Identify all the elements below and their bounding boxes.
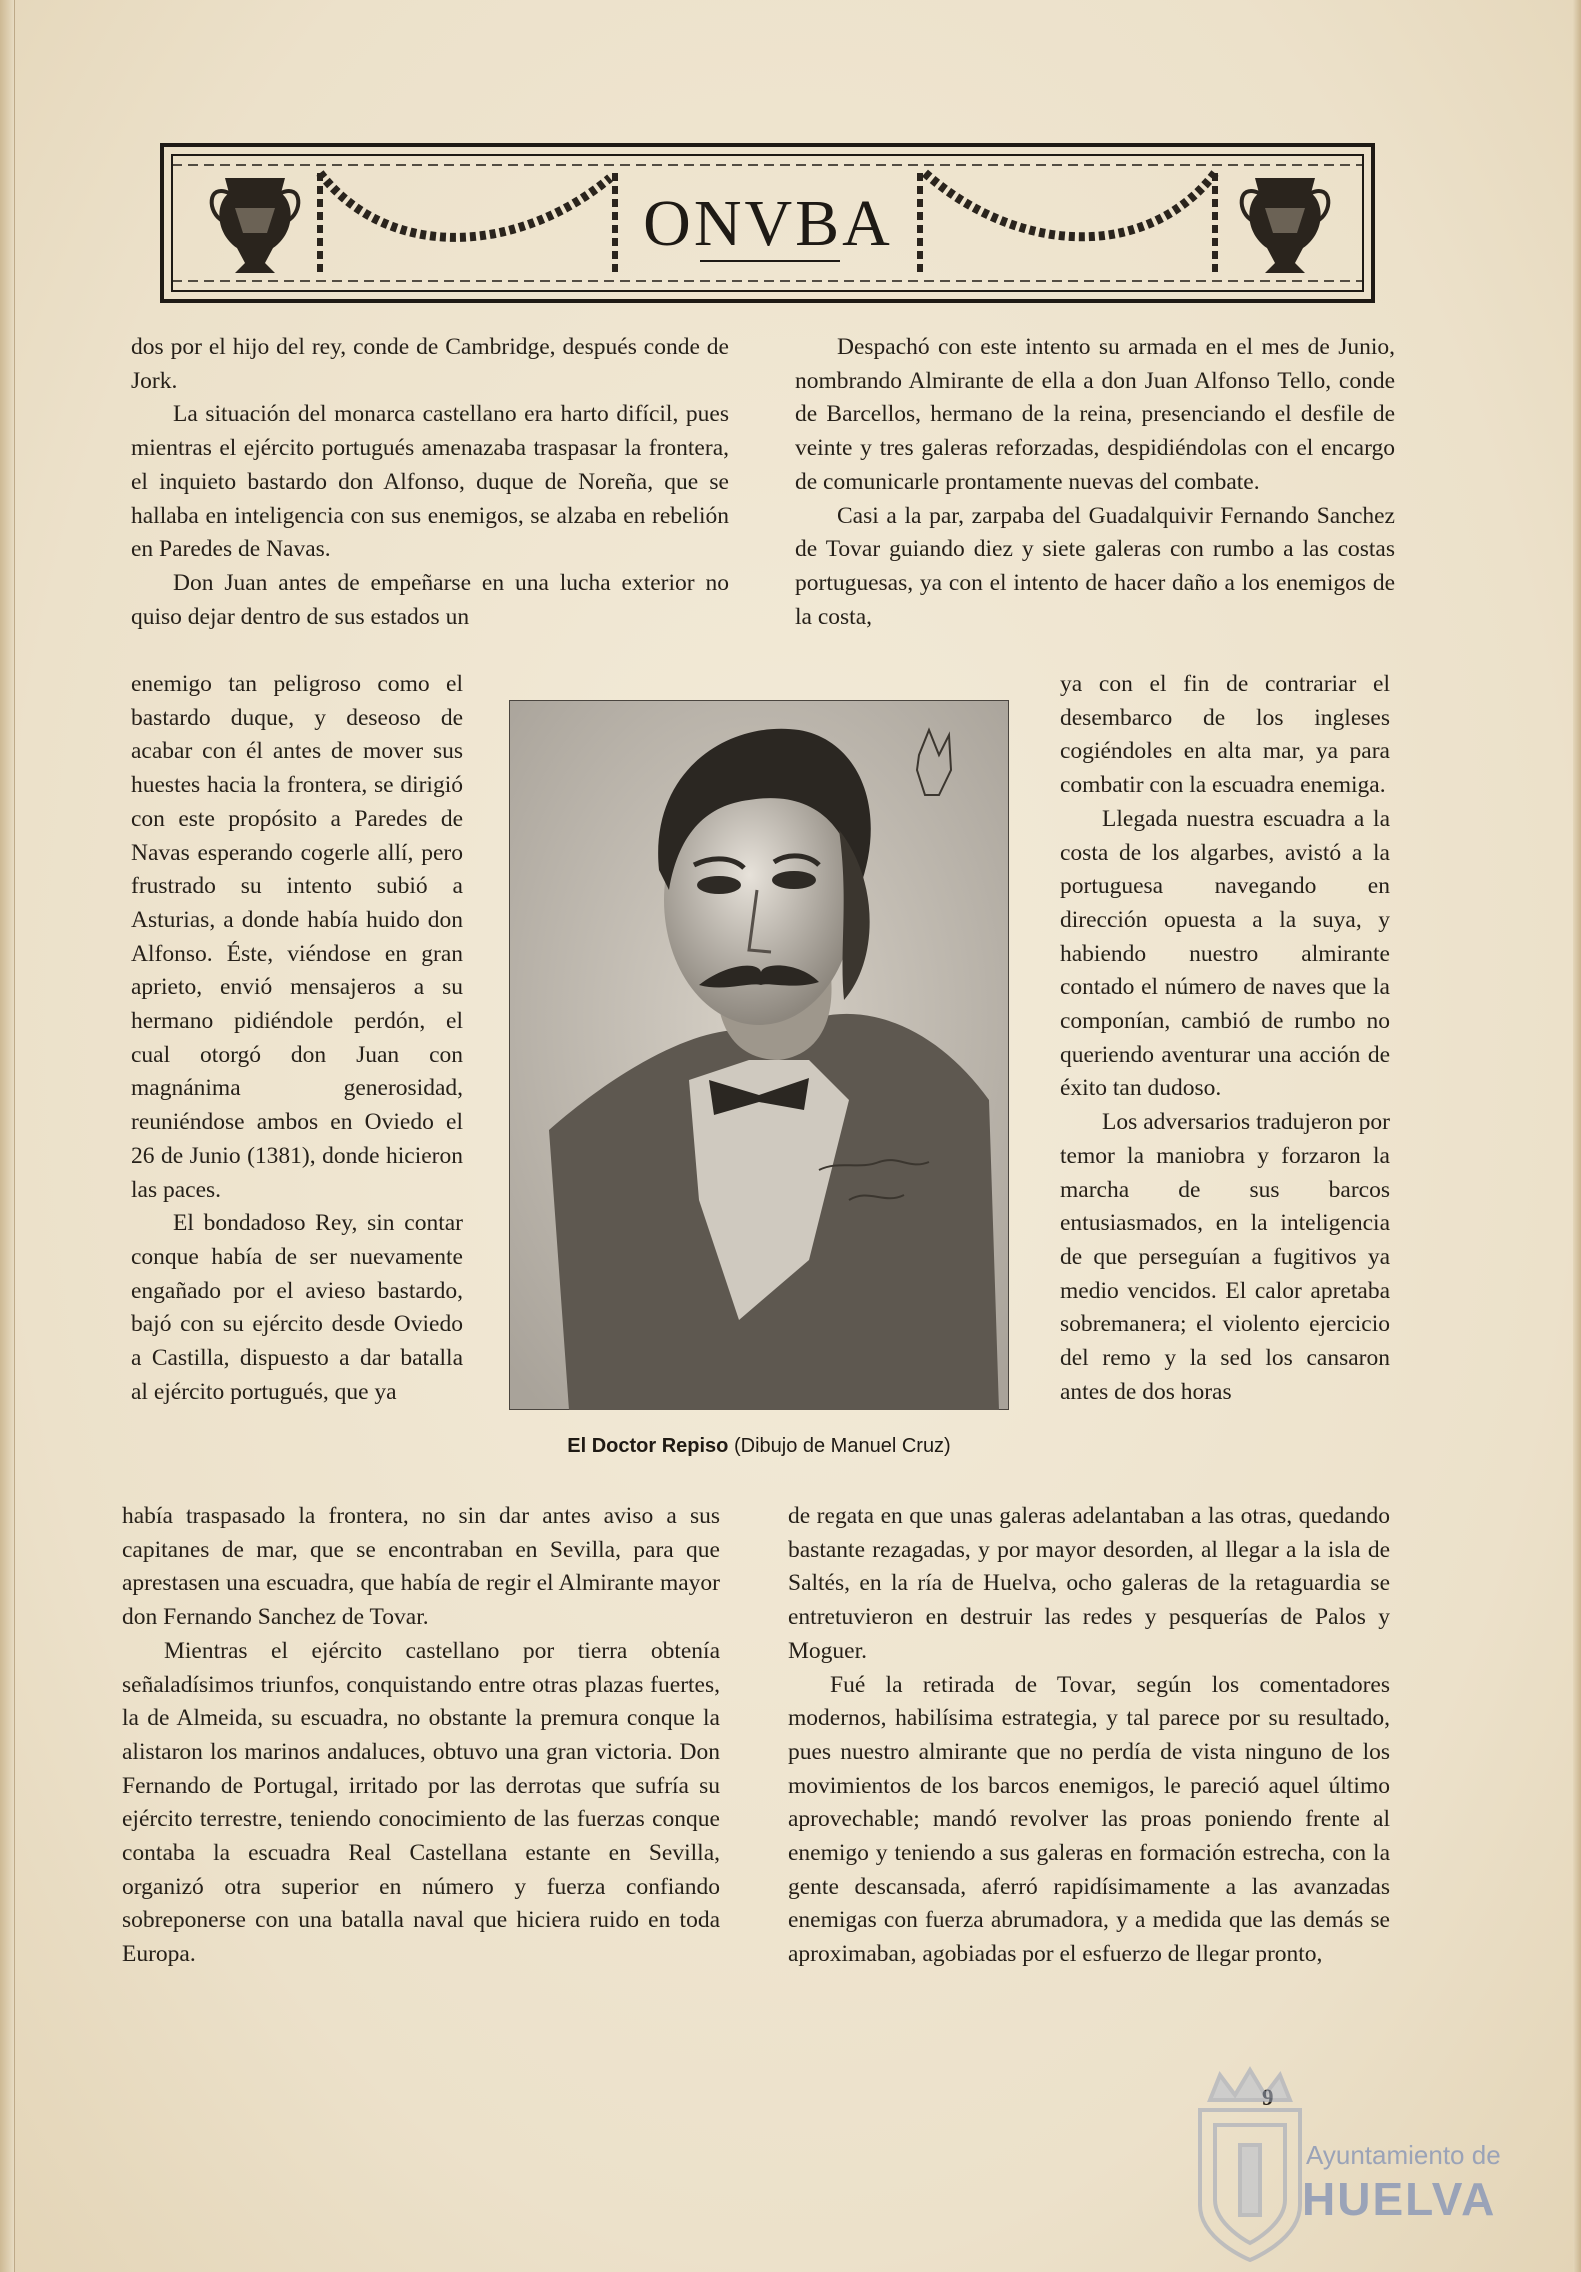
header-banner <box>160 143 1375 303</box>
portrait-figure <box>509 700 1009 1410</box>
portrait-image <box>509 700 1009 1410</box>
paragraph: Casi a la par, zarpaba del Guadalquivir Fernando Sanchez de Tovar guiando diez y siete galeras con rumbo a las costas portuguesas, ya con el intento de hacer daño a los enemigos de la costa, <box>795 502 1395 630</box>
paragraph: Don Juan antes de empeñarse en una lucha exterior no quiso dejar dentro de sus estados un <box>131 569 729 630</box>
paragraph: Despachó con este intento su armada en el mes de Junio, nombrando Almirante de ella a don Juan Alfonso Tello, conde de Barcellos, hermano de la reina, presenciando el desfile de veinte y tres galeras reforzadas, despidiéndolas con el encargo de comunicarle prontamente nuevas del combate. <box>795 334 1395 495</box>
paragraph: dos por el hijo del rey, conde de Cambridge, después conde de Jork. <box>131 334 729 394</box>
paragraph: ya con el fin de contrariar el desembarco de los ingleses cogiéndoles en alta mar, ya para combatir con la escuadra enemiga. <box>1060 671 1390 799</box>
page-right-edge <box>1573 0 1581 2272</box>
right-column-top <box>795 331 1395 634</box>
page-binding-edge <box>0 0 15 2272</box>
banner-title: ONVBA <box>643 187 893 260</box>
right-urn-icon <box>1242 178 1329 273</box>
paragraph: Fué la retirada de Tovar, según los comentadores modernos, habilísima estrategia, y tal parece por su resultado, pues nuestro almirante que no perdía de vista ninguno de los movimientos de los barcos enemigos, le pareció aquel último aprovechable; mandó revolver las proas poniendo frente al enemigo y teniendo a sus galeras en formación estrecha, con la gente descansada, aferró rapidísimamente a las avanzadas enemigas con fuerza abrumadora, y a medida que las demás se aproximaban, agobiadas por el esfuerzo de llegar pronto, <box>788 1671 1390 1968</box>
left-column-top <box>131 331 729 634</box>
paragraph: El bondadoso Rey, sin contar conque había de ser nuevamente engañado por el avieso bastardo, bajó con su ejército desde Oviedo a Castilla, dispuesto a dar batalla al ejército portugués, que ya <box>131 1210 463 1405</box>
watermark-line1: Ayuntamiento de <box>1306 2140 1501 2170</box>
right-column-bottom <box>788 1500 1390 1972</box>
watermark-line2: HUELVA <box>1302 2173 1497 2225</box>
paragraph: La situación del monarca castellano era harto difícil, pues mientras el ejército portugués amenazaba traspasar la frontera, el inquieto bastardo don Alfonso, duque de Noreña, que se hallaba en inteligencia con sus enemigos, se alzaba en rebelión en Paredes de Navas. <box>131 401 729 563</box>
paragraph: Los adversarios tradujeron por temor la maniobra y forzaron la marcha de sus barcos entusiasmados, en la inteligencia de que perseguían a fugitivos ya medio vencidos. El calor apretaba sobremanera; el violento ejercicio del remo y la sed los cansaron antes de dos horas <box>1060 1109 1390 1405</box>
header-banner-ornament <box>160 143 1375 303</box>
portrait-caption <box>504 1435 1014 1458</box>
paragraph: Mientras el ejército castellano por tierra obtenía señaladísimos triunfos, conquistando entre otras plazas fuertes, la de Almeida, su escuadra, no obstante la premura conque la alistaron los marinos andaluces, obtuvo una gran victoria. Don Fernando de Portugal, irritado por las derrotas que sufría su ejército terrestre, teniendo conocimiento de las fuerzas conque contaba la escuadra Real Castellana estante en Sevilla, organizó otra superior en número y fuerza confiando sobreponerse con una batalla naval que hiciera ruido en toda Europa. <box>122 1637 720 1968</box>
left-column-narrow <box>131 668 463 1409</box>
paragraph: había traspasado la frontera, no sin dar antes aviso a sus capitanes de mar, que se encontraban en Sevilla, para que aprestasen una escuadra, que había de regir el Almirante mayor don Fernando Sanchez de Tovar. <box>122 1503 720 1631</box>
caption-credit: (Dibujo de Manuel Cruz) <box>728 1435 951 1457</box>
caption-name: El Doctor Repiso <box>567 1435 729 1457</box>
paragraph: enemigo tan peligroso como el bastardo duque, y deseoso de acabar con él antes de mover sus huestes hacia la frontera, se dirigió con este propósito a Paredes de Navas esperando cogerle allí, pero frustrado su intento subió a Asturias, a donde había huido don Alfonso. Éste, viéndose en gran aprieto, envió mensajeros a su hermano pidiéndole perdón, el cual otorgó don Juan con magnánima generosidad, reuniéndose ambos en Oviedo el 26 de Junio (1381), donde hicieron las paces. <box>131 671 463 1203</box>
paragraph: de regata en que unas galeras adelantaban a las otras, quedando bastante rezagadas, y por mayor desorden, al llegar a la isla de Saltés, en la ría de Huelva, ocho galeras de la retaguardia se entretuvieron en destruir las redes y pesquerías de Palos y Moguer. <box>788 1503 1390 1664</box>
right-column-narrow <box>1060 668 1390 1409</box>
left-urn-icon <box>212 178 299 273</box>
paragraph: Llegada nuestra escuadra a la costa de los algarbes, avistó a la portuguesa navegando en dirección opuesta a la suya, y habiendo nuestro almirante contado el número de naves que la componían, cambió de rumbo no queriendo aventurar una acción de éxito tan dudoso. <box>1060 805 1390 1102</box>
left-column-bottom <box>122 1500 720 1972</box>
